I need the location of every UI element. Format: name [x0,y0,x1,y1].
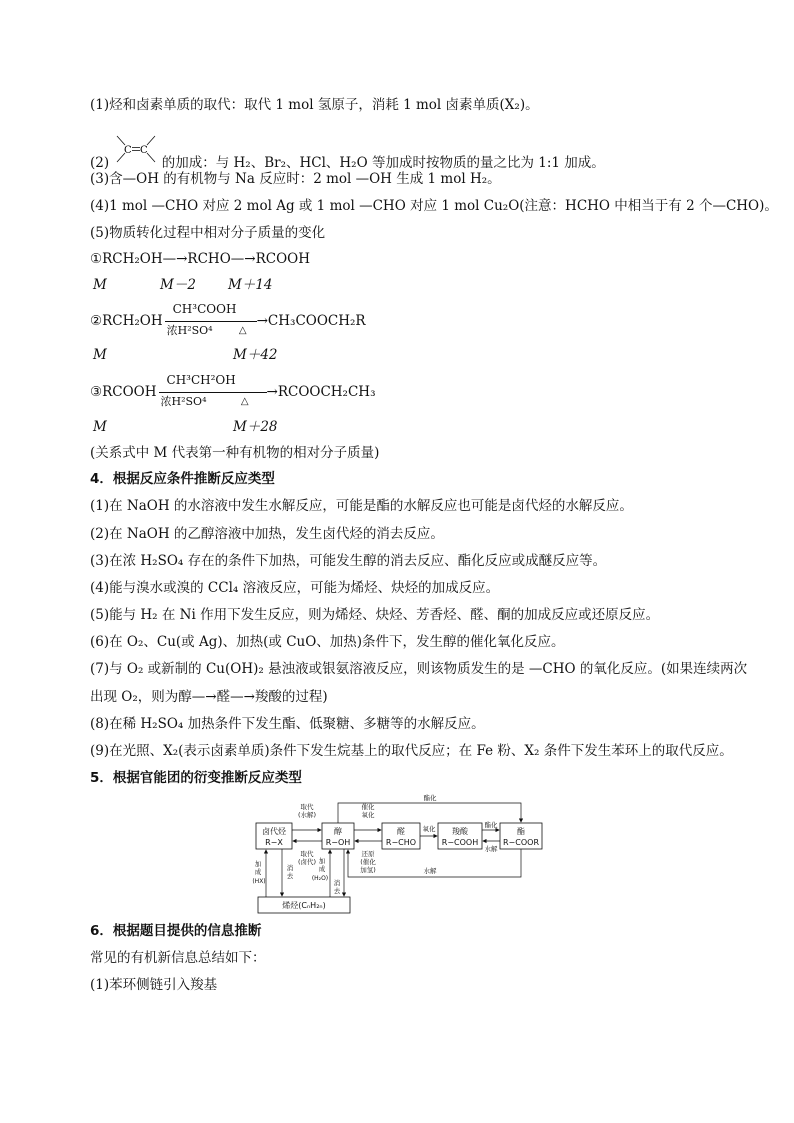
box3-label-a: 醛 [397,827,405,836]
svg-text:C: C [140,145,149,156]
edge-elim1-b: 去 [286,872,294,880]
edge-elim1-a: 消 [286,864,294,872]
edge-hyd-bot: 水解 [423,867,437,875]
note-line: (关系式中 M 代表第一种有机物的相对分子质量) [90,445,380,461]
mass-m: M [93,277,107,293]
heading-4: 4．根据反应条件推断反应类型 [90,471,275,487]
reaction-1: ①RCH₂OH—→RCHO—→RCOOH [90,251,310,267]
edge-add2-c: (H₂O) [311,875,329,882]
edge-est: 酯化 [484,821,498,829]
cond-8: (8)在稀 H₂SO₄ 加热条件下发生酯、低聚糖、多糖等的水解反应。 [90,716,485,732]
line-l2 [90,142,605,172]
line-l4: (4)1 mol —CHO 对应 2 mol Ag 或 1 mol —CHO 对应 1 mol Cu₂O(注意：HCHO 中相当于有 2 个—CHO)。 [90,198,778,214]
edge-add1-a: 加 [254,860,262,868]
r3-right: →RCOOCH₂CH₃ [266,384,376,400]
r3-left: ③RCOOH [90,384,157,400]
edge-ox2: 氧化 [422,825,436,833]
edge-elim2-b: 去 [333,887,341,895]
edge-red-a: 还原 [361,850,375,858]
r3-condition [159,373,267,408]
edge-sub-bot-b: (卤代) [297,858,317,866]
cond-9: (9)在光照、X₂(表示卤素单质)条件下发生烷基上的取代反应；在 Fe 粉、X₂ 条件下发生苯环上的取代反应。 [90,743,733,759]
heading-6: 6．根据题目提供的信息推断 [90,923,262,939]
mass-m-plus-28: M＋28 [233,419,278,435]
edge-add2-a: 加 [318,857,326,865]
line-l1: (1)烃和卤素单质的取代：取代 1 mol 氢原子，消耗 1 mol 卤素单质(X₂)。 [90,97,539,113]
box2-label-a: 醇 [334,827,342,836]
edge-sub-top-a: 取代 [300,803,314,811]
cond-4: (4)能与溴水或溴的 CCl₄ 溶液反应，可能为烯烃、炔烃的加成反应。 [90,580,500,596]
l2-text: 的加成：与 H₂、Br₂、HCl、H₂O 等加成时按物质的量之比为 1:1 加成。 [161,155,605,171]
edge-hyd: 水解 [484,845,498,853]
heading-5: 5．根据官能团的衍变推断反应类型 [90,770,302,786]
heat-triangle-icon: △ [238,325,247,336]
r3-condition-bottom: 浓H²SO⁴ [160,395,207,408]
box1-label-b: R−X [265,838,283,847]
cond-1: (1)在 NaOH 的水溶液中发生水解反应，可能是酯的水解反应也可能是卤代烃的水解反应。 [90,498,633,514]
box5-label-b: R−COOR [503,838,539,847]
diagram-svg [254,793,544,915]
para-6-1: (1)苯环侧链引入羧基 [90,977,218,993]
line-l3: (3)含—OH 的有机物与 Na 反应时：2 mol —OH 生成 1 mol H₂。 [90,171,501,187]
r2-right: →CH₃COOCH₂R [256,313,366,329]
edge-add2-b: 成 [318,865,326,873]
mass-m-minus-2: M－2 [160,277,196,293]
box4-label-b: R−COOH [441,838,479,847]
box1-label-a: 卤代烃 [262,827,286,836]
edge-add1-c: (HX) [252,878,266,885]
edge-red-c: 加氢) [360,866,376,874]
box5-label-a: 酯 [517,827,525,836]
box2-label-b: R−OH [325,838,351,847]
r3-condition-top: CH³CH²OH [166,373,236,387]
r2-condition-top: CH³COOH [172,302,237,316]
mass-m: M [93,347,107,363]
mass-m: M [93,419,107,435]
cond-6: (6)在 O₂、Cu(或 Ag)、加热(或 CuO、加热)条件下，发生醇的催化氧化反应。 [90,634,565,650]
reaction-3 [90,373,376,408]
edge-red-b: (催化 [360,858,376,866]
r2-left: ②RCH₂OH [90,313,163,329]
line-l5: (5)物质转化过程中相对分子质量的变化 [90,225,326,241]
cond-2: (2)在 NaOH 的乙醇溶液中加热，发生卤代烃的消去反应。 [90,526,444,542]
edge-ox-a: 催化 [361,803,375,811]
edge-elim2-a: 消 [333,879,341,887]
functional-group-diagram [254,793,544,915]
edge-add1-b: 成 [254,868,262,876]
para-6: 常见的有机新信息总结如下： [90,950,266,966]
mass-m-plus-14: M＋14 [228,277,273,293]
reaction-2 [90,302,366,337]
edge-ox-b: 氧化 [361,811,375,819]
cond-7b: 出现 O₂，则为醇—→醛—→羧酸的过程) [90,689,328,705]
cond-3: (3)在浓 H₂SO₄ 存在的条件下加热，可能发生醇的消去反应、酯化反应或成醚反应等。 [90,553,607,569]
cond-5: (5)能与 H₂ 在 Ni 作用下发生反应，则为烯烃、炔烃、芳香烃、醛、酮的加成反应或还原反应。 [90,607,660,623]
r2-condition [165,302,257,337]
edge-est-top: 酯化 [423,794,437,802]
r2-condition-bottom: 浓H²SO⁴ [166,324,213,337]
box6-label: 烯烃(CₙH₂ₙ) [282,901,326,910]
mass-m-plus-42: M＋42 [233,347,278,363]
heat-triangle-icon: △ [240,396,249,407]
svg-text:C: C [124,145,133,156]
cond-7a: (7)与 O₂ 或新制的 Cu(OH)₂ 悬浊液或银氨溶液反应，则该物质发生的是 —CHO 的氧化反应。(如果连续两次 [90,661,748,677]
edge-sub-bot-a: 取代 [300,850,314,858]
edge-sub-top-b: (水解) [297,811,317,819]
box3-label-b: R−CHO [385,838,417,847]
box4-label-a: 羧酸 [452,827,468,836]
l2-prefix: (2) [90,155,110,171]
